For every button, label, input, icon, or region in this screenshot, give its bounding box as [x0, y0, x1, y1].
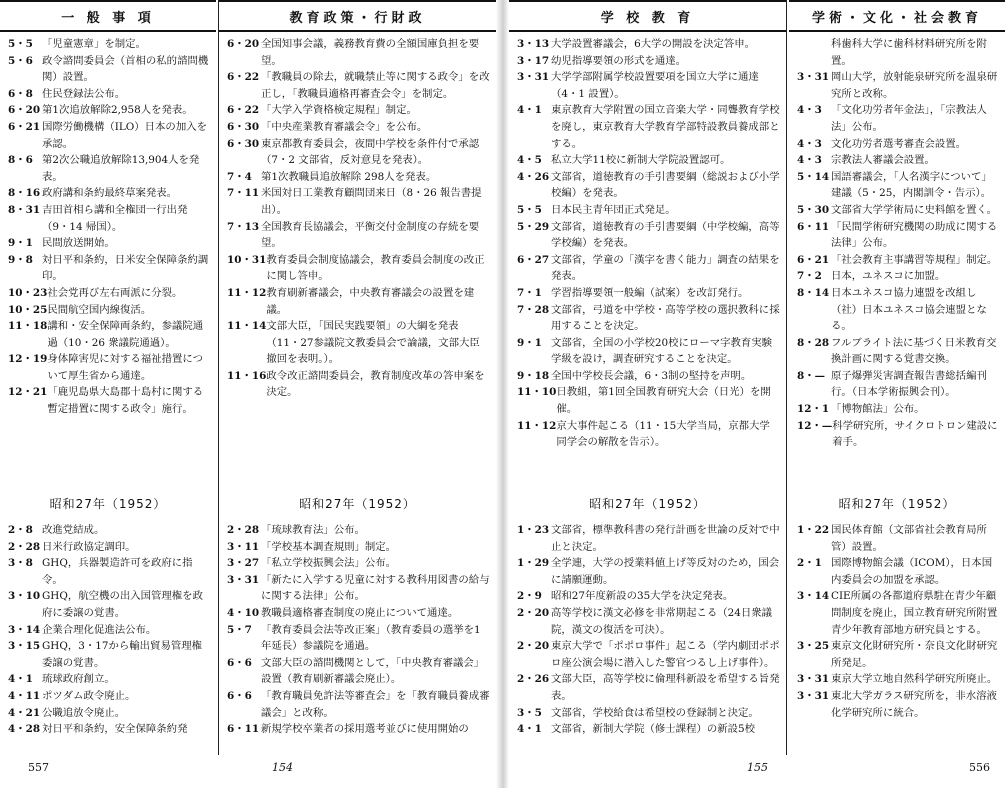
chronology-entry	[797, 36, 999, 69]
entry-text: 第1次追放解除2,958人を発表。	[42, 104, 193, 117]
chronology-entry	[517, 219, 780, 252]
chronology-entry	[797, 252, 999, 269]
entry-date: 7・28	[517, 303, 550, 316]
chronology-entry	[517, 102, 780, 152]
entry-date: 10・31	[227, 253, 267, 266]
chronology-entry	[797, 522, 999, 555]
entry-date: 7・13	[227, 220, 260, 233]
entry-date: 7・1	[517, 286, 542, 299]
entry-text: 文部大臣の諮問機関として，「中央教育審議会」設置（教育刷新審議会廃止）。	[261, 656, 485, 686]
entries-general-1951	[0, 32, 216, 418]
chronology-entry	[227, 688, 490, 721]
entry-text: 「博物館法」公布。	[831, 403, 925, 416]
chronology-entry	[8, 202, 210, 235]
chronology-entry	[8, 152, 210, 185]
entry-text: 政令改正諮問委員会，教育制度改革の答申案を決定。	[266, 369, 485, 399]
chronology-entry	[8, 588, 210, 621]
entry-date: 11・10	[517, 386, 557, 399]
entry-date: 3・25	[797, 640, 830, 653]
right-page	[509, 0, 1005, 788]
chronology-entry	[797, 368, 999, 401]
entry-date: 3・31	[797, 689, 830, 702]
chronology-entry	[8, 235, 210, 252]
chronology-entry	[517, 522, 780, 555]
book-gutter	[496, 0, 509, 788]
entry-text: 「児童憲章」を制定。	[42, 38, 146, 50]
page-number-inner-left: 154	[272, 761, 293, 774]
chronology-entry	[8, 351, 210, 384]
chronology-entry	[517, 605, 780, 638]
entry-date: 11・14	[227, 320, 267, 333]
entry-text: 「教育委員会法等改正案」（教育委員の選挙を1年延長）参議院を通過。	[261, 623, 481, 653]
column-culture	[789, 0, 1005, 755]
entry-text: 東京文化財研究所・奈良文化財研究所発足。	[831, 640, 998, 669]
chronology-entry	[517, 152, 780, 169]
year-label: 昭和27年（1952）	[838, 497, 956, 511]
entry-date: 9・1	[8, 237, 33, 250]
chronology-entry	[8, 86, 210, 103]
entry-date: 3・31	[797, 673, 830, 686]
page-number-inner-right: 155	[747, 761, 768, 774]
entry-date	[797, 36, 831, 69]
entry-text: 文部省大学学術局に史料館を置く。	[831, 203, 998, 216]
entry-text: 吉田首相ら講和全権団一行出発（9・14 帰国）。	[42, 203, 188, 233]
entry-date: 3・31	[517, 71, 550, 84]
entry-date: 3・31	[227, 573, 260, 586]
entry-text: 民間航空国内線復活。	[47, 303, 152, 316]
entry-date: 11・12	[517, 419, 557, 432]
entry-date: 11・12	[227, 286, 267, 299]
entry-text: 改進党結成。	[42, 524, 105, 536]
year-label: 昭和27年（1952）	[299, 497, 416, 511]
entry-text: 政府講和条約最終草案発表。	[42, 187, 178, 200]
entry-date: 5・5	[8, 38, 33, 50]
entry-text: 公職追放令廃止。	[42, 706, 126, 719]
entry-text: 東京大学で「ポポロ事件」起こる（学内劇団ポポロ座公演会場に潜入した警官つるし上げ事件）。	[551, 640, 780, 669]
entry-text: 岡山大学，放射能泉研究所を温泉研究所と改称。	[831, 71, 998, 100]
chronology-entry	[227, 522, 490, 539]
chronology-entry	[8, 705, 210, 722]
entry-date: 6・30	[227, 137, 260, 150]
entry-date: 8・28	[797, 336, 830, 349]
entry-text: 国際労働機構（ILO）日本の加入を承認。	[42, 120, 207, 150]
column-general	[0, 0, 216, 755]
entry-text: 東京大学立地自然科学研究所廃止。	[831, 673, 998, 686]
entry-text: 科学研究所，サイクロトロン建設に着手。	[832, 419, 998, 449]
left-page	[0, 0, 496, 788]
entry-date: 8・6	[8, 154, 33, 167]
entry-date: 4・1	[8, 673, 33, 686]
chronology-entry	[517, 588, 780, 605]
entry-text: 全国中学校長会議，6・3制の堅持を声明。	[551, 369, 752, 382]
chronology-entry	[8, 302, 210, 319]
entry-text: 全国教育長協議会，平衡交付金制度の存続を要望。	[261, 220, 480, 250]
entry-date: 5・14	[797, 170, 830, 183]
entry-date: 9・1	[517, 336, 542, 349]
chronology-entry	[8, 555, 210, 588]
entry-text: 日教組，第1回全国教育研究大会（日光）を開催。	[556, 386, 771, 416]
entry-text: 第1次教職員追放解除 298人を発表。	[261, 170, 437, 183]
entry-date: 12・21	[8, 386, 48, 399]
entry-text: 政令諮問委員会（首相の私的諮問機関）設置。	[42, 54, 209, 84]
column-header-school: 学 校 教 育	[509, 0, 786, 32]
chronology-entry	[797, 638, 999, 671]
entry-date: 1・22	[797, 524, 830, 536]
chronology-entry	[8, 318, 210, 351]
chronology-entry	[517, 335, 780, 368]
entry-date: 2・28	[8, 540, 41, 553]
chronology-entry	[517, 169, 780, 202]
entry-text: 社会党再び左右両派に分裂。	[47, 286, 183, 299]
entry-text: 「琉球教育法」公布。	[261, 524, 365, 536]
chronology-entry	[8, 53, 210, 86]
entry-text: 教育委員会制度協議会，教育委員会制度の改正に関し答申。	[266, 253, 485, 283]
entry-text: 日米行政協定調印。	[42, 540, 136, 553]
year-label: 昭和27年（1952）	[589, 497, 706, 511]
entry-text: 全学連，大学の授業料値上げ等反対のため，国会に請願運動。	[551, 557, 780, 586]
entry-text: 「中央産業教育審議会令」を公布。	[261, 120, 428, 133]
chronology-entry	[797, 588, 999, 638]
entry-date: 8・—	[797, 369, 826, 382]
chronology-entry	[797, 418, 999, 451]
chronology-entry	[8, 252, 210, 285]
chronology-entry	[227, 368, 490, 401]
entry-text: 「民間学術研究機関の助成に関する法律」公布。	[831, 220, 998, 250]
entry-text: 私立大学11校に新制大学院設置認可。	[551, 154, 731, 167]
entry-date: 4・3	[797, 104, 822, 117]
chronology-entry	[8, 688, 210, 705]
chronology-entry	[227, 555, 490, 572]
chronology-entry	[797, 268, 999, 285]
entry-text: GHQ，兵器製造許可を政府に指令。	[42, 557, 193, 586]
chronology-entry	[227, 721, 490, 738]
chronology-entry	[797, 335, 999, 368]
chronology-entry	[8, 671, 210, 688]
entry-text: 日本，ユネスコに加盟。	[831, 270, 946, 283]
chronology-entry	[517, 69, 780, 102]
page-number-outer-right: 556	[969, 761, 990, 774]
entry-text: CIE所属の各都道府県駐在青少年顧問制度を廃止，国立教育研究所附置青少年教育部地方研究員とする。	[831, 590, 998, 636]
entry-text: 対日平和条約，安全保障条約発	[42, 723, 188, 736]
entry-date: 3・13	[517, 38, 550, 50]
entry-date: 3・14	[8, 623, 41, 636]
chronology-entry	[797, 102, 999, 135]
entry-date: 5・6	[8, 54, 33, 67]
entry-text: 東北大学ガラス研究所を，非水溶液化学研究所に統合。	[831, 689, 997, 719]
entry-date: 5・7	[227, 623, 252, 636]
entry-text: 日本民主青年団正式発足。	[551, 203, 676, 216]
entry-date: 4・10	[227, 606, 260, 619]
entry-date: 6・20	[227, 38, 260, 50]
entry-date: 7・2	[797, 270, 822, 283]
entry-text: 「新たに入学する児童に対する教科用図書の給与に関する法律」公布。	[261, 573, 490, 603]
entry-text: 科歯科大学に歯科材料研究所を附置。	[831, 38, 987, 67]
column-header-general: 一 般 事 項	[0, 0, 216, 32]
entry-text: 「大学入学資格検定規程」制定。	[261, 104, 417, 117]
chronology-entry	[517, 721, 780, 738]
entry-date: 9・8	[8, 253, 33, 266]
chronology-entry	[797, 136, 999, 153]
entry-text: 京大事件起こる（11・15大学当局，京都大学同学会の解散を告示）。	[556, 419, 770, 449]
entry-text: フルブライト法に基づく日米教育交換計画に関する覚書交換。	[831, 336, 997, 366]
chronology-entry	[227, 185, 490, 218]
entry-text: 文部省，標準教科書の発行計画を世論の反対で中止と決定。	[551, 524, 780, 553]
entry-date: 1・29	[517, 557, 550, 570]
entry-date: 2・9	[517, 590, 542, 603]
entries-general-1952	[0, 518, 216, 738]
entry-date: 4・28	[8, 723, 41, 736]
entry-date: 3・17	[517, 54, 550, 67]
column-policy	[218, 0, 496, 755]
chronology-entry	[8, 522, 210, 539]
entry-date: 8・31	[8, 203, 41, 216]
chronology-entry	[8, 539, 210, 556]
chronology-entry	[8, 384, 210, 417]
entry-date: 6・20	[8, 104, 41, 117]
chronology-entry	[227, 169, 490, 186]
chronology-entry	[227, 539, 490, 556]
entry-text: 住民登録法公布。	[42, 87, 126, 100]
entry-date: 4・3	[797, 154, 822, 167]
entry-date: 9・18	[517, 369, 550, 382]
entry-text: 学習指導要領一般編（試案）を改訂発行。	[551, 286, 749, 299]
chronology-entry	[227, 136, 490, 169]
entry-date: 1・23	[517, 524, 550, 536]
entry-date: 4・5	[517, 154, 542, 167]
column-header-culture: 学術・文化・社会教育	[789, 0, 1005, 32]
column-header-policy: 教育政策・行財政	[219, 0, 496, 32]
entry-text: 琉球政府創立。	[42, 673, 115, 686]
entries-school-1952	[509, 518, 786, 738]
chronology-entry	[227, 285, 490, 318]
entry-date: 12・19	[8, 353, 48, 366]
chronology-entry	[517, 302, 780, 335]
entry-text: 昭和27年度新設の35大学を決定発表。	[551, 590, 734, 603]
chronology-entry	[227, 318, 490, 368]
chronology-entry	[8, 185, 210, 202]
entry-date: 6・6	[227, 656, 252, 669]
entry-date: 12・1	[797, 403, 830, 416]
entry-text: 文部省，学童の「漢字を書く能力」調査の結果を発表。	[551, 253, 780, 283]
entry-text: 文部省，新制大学院（修士課程）の新設5校	[551, 723, 756, 736]
chronology-entry	[517, 202, 780, 219]
entry-text: 「文化功労者年金法」，「宗教法人法」公布。	[831, 104, 987, 133]
chronology-entry	[797, 285, 999, 335]
chronology-entry	[797, 688, 999, 721]
entry-date: 8・14	[797, 286, 830, 299]
entry-text: 対日平和条約，日米安全保障条約調印。	[42, 253, 209, 283]
entry-text: 教職員適格審査制度の廃止について通達。	[261, 606, 459, 619]
chronology-entry	[8, 622, 210, 639]
entry-text: GHQ，航空機の出入国管理権を政府に委譲の覚書。	[42, 590, 203, 619]
entry-date: 6・11	[227, 723, 260, 736]
chronology-entry	[517, 705, 780, 722]
entry-text: 文部省，弓道を中学校・高等学校の選択教科に採用することを決定。	[551, 303, 780, 333]
entries-policy-1951	[219, 32, 496, 401]
entry-text: 東京教育大学附置の国立音楽大学・同聾教育学校を廃し，東京教育大学教育学部特設教員養成部とする。	[551, 104, 780, 150]
entry-date: 8・16	[8, 187, 41, 200]
chronology-entry	[227, 36, 490, 69]
entry-date: 6・27	[517, 253, 550, 266]
chronology-entry	[8, 119, 210, 152]
entry-text: 「鹿児島県大島郡十島村に関する暫定措置に関する政令」施行。	[47, 386, 204, 416]
entry-date: 6・21	[797, 253, 830, 266]
entry-text: 大学設置審議会，6大学の開設を決定答申。	[551, 38, 756, 50]
entry-text: 国語審議会，「人名漢字について」建議（5・25，内閣訓令・告示）。	[831, 170, 992, 200]
chronology-entry	[797, 671, 999, 688]
entries-policy-1952	[219, 518, 496, 738]
entry-text: 東京都教育委員会，夜間中学校を条件付で承認（7・2 文部省，反対意見を発表）。	[261, 137, 480, 167]
chronology-entry	[797, 202, 999, 219]
entry-text: GHQ，3・17から輸出貿易管理権委譲の覚書。	[42, 640, 203, 669]
entry-text: 幼児指導要領の形式を通達。	[551, 54, 687, 67]
entries-school-1951	[509, 32, 786, 451]
entry-text: 「社会教育主事講習等規程」制定。	[831, 253, 998, 266]
entry-date: 4・11	[8, 689, 41, 702]
chronology-entry	[8, 638, 210, 671]
entry-date: 3・31	[797, 71, 830, 84]
entry-date: 6・6	[227, 689, 252, 702]
chronology-entry	[517, 671, 780, 704]
entry-date: 6・8	[8, 87, 33, 100]
chronology-entry	[517, 36, 780, 53]
chronology-entry	[227, 219, 490, 252]
entry-date: 2・1	[797, 557, 822, 570]
entry-text: 第2次公職追放解除13,904人を発表。	[42, 154, 200, 183]
chronology-entry	[8, 285, 210, 302]
entry-date: 12・—	[797, 419, 833, 432]
entry-text: 全国知事会議，義務教育費の全額国庫負担を要望。	[261, 38, 480, 67]
chronology-entry	[8, 102, 210, 119]
chronology-entry	[227, 605, 490, 622]
chronology-entry	[797, 219, 999, 252]
entry-text: 文部大臣，「国民実践要領」の大綱を発表（11・27参議院文教委員会で論議，文部大臣撤回を表明。）。	[266, 320, 480, 366]
entry-date: 3・14	[797, 590, 830, 603]
chronology-entry	[227, 655, 490, 688]
entry-date: 4・21	[8, 706, 41, 719]
year-label: 昭和27年（1952）	[49, 497, 167, 511]
entry-date: 10・25	[8, 303, 48, 316]
entry-text: 文部省，学校給食は希望校の登録制と決定。	[551, 706, 759, 719]
entry-date: 4・1	[517, 104, 542, 117]
chronology-entry	[8, 721, 210, 738]
entry-text: 文部大臣，高等学校に倫理科新設を希望する旨発表。	[551, 673, 780, 702]
entry-text: 新規学校卒業者の採用選考並びに使用開始の	[261, 723, 469, 736]
entry-text: 文部省，全国の小学校20校にローマ字教育実験学級を設け，調査研究することを決定。	[551, 336, 773, 366]
entry-date: 6・22	[227, 71, 260, 84]
entry-text: 教育刷新審議会，中央教育審議会の設置を建議。	[266, 286, 475, 316]
chronology-entry	[517, 555, 780, 588]
chronology-entry	[517, 285, 780, 302]
entry-text: 「教育職員免許法等審査会」を「教育職員養成審議会」と改称。	[261, 689, 490, 719]
entry-text: 「教職員の除去，就職禁止等に関する政令」を改正し，「教職員適格再審査会令」を制定。	[261, 71, 490, 100]
entry-date: 3・27	[227, 557, 260, 570]
chronology-entry	[227, 69, 490, 102]
entries-culture-1952	[789, 518, 1005, 721]
entry-text: 講和・安全保障両条約，参議院通過（10・26 衆議院通過）。	[47, 320, 204, 349]
entry-text: 大学学部附属学校設置要項を国立大学に通達（4・1 設置）。	[551, 71, 759, 100]
entry-text: 文化功労者選考審査会設置。	[831, 137, 967, 150]
entry-date: 2・26	[517, 673, 550, 686]
chronology-entry	[517, 384, 780, 417]
entry-date: 7・11	[227, 187, 260, 200]
entries-culture-1951	[789, 32, 1005, 451]
entry-text: 「学校基本調査規則」制定。	[261, 540, 397, 553]
entry-date: 3・11	[227, 540, 260, 553]
chronology-entry	[8, 36, 210, 53]
entry-date: 6・30	[227, 120, 260, 133]
entry-date: 3・8	[8, 557, 33, 570]
entry-date: 11・16	[227, 369, 267, 382]
chronology-entry	[797, 152, 999, 169]
entry-text: 原子爆弾災害調査報告書総括編刊行。（日本学術振興会刊）。	[831, 369, 987, 399]
chronology-entry	[227, 252, 490, 285]
entry-date: 10・23	[8, 286, 48, 299]
entry-date: 2・8	[8, 524, 33, 536]
entry-date: 4・3	[797, 137, 822, 150]
entry-date: 5・30	[797, 203, 830, 216]
chronology-entry	[227, 622, 490, 655]
chronology-entry	[227, 119, 490, 136]
entry-date: 3・5	[517, 706, 542, 719]
entry-date: 6・21	[8, 120, 41, 133]
chronology-entry	[797, 69, 999, 102]
chronology-entry	[517, 368, 780, 385]
entry-text: 日本ユネスコ協力連盟を改組し（社）日本ユネスコ協会連盟となる。	[831, 286, 987, 333]
entry-text: 民間放送開始。	[42, 237, 115, 250]
chronology-entry	[517, 418, 780, 451]
entry-text: ポツダム政令廃止。	[42, 689, 136, 702]
entry-date: 4・26	[517, 170, 550, 183]
entry-date: 5・5	[517, 203, 542, 216]
entry-text: 国民体育館（文部省社会教育局所管）設置。	[831, 524, 987, 553]
entry-date: 4・1	[517, 723, 542, 736]
column-school	[509, 0, 787, 755]
entry-text: 身体障害児に対する福祉措置について厚生省から通達。	[47, 353, 203, 382]
entry-text: 文部省，道徳教育の手引書要綱（中学校編，高等学校編）を発表。	[551, 220, 780, 250]
entry-date: 7・4	[227, 170, 252, 183]
entry-date: 3・10	[8, 590, 41, 603]
page-number-outer-left: 557	[28, 761, 49, 774]
entry-date: 11・18	[8, 320, 48, 333]
entry-date: 2・20	[517, 640, 550, 653]
entry-text: 国際博物館会議（ICOM），日本国内委員会の加盟を承認。	[831, 557, 993, 586]
entry-text: 文部省，道徳教育の手引書要綱（総説および小学校編）を発表。	[551, 170, 780, 200]
chronology-entry	[517, 53, 780, 70]
entry-date: 2・20	[517, 606, 550, 619]
entry-text: 高等学校に漢文必修を非常期起こる（24日衆議院，漢文の復活を可決）。	[551, 606, 773, 636]
chronology-entry	[797, 169, 999, 202]
entry-text: 「私立学校振興会法」公布。	[261, 557, 397, 570]
entry-text: 企業合理化促進法公布。	[42, 623, 157, 636]
chronology-entry	[227, 102, 490, 119]
entry-text: 米国対日工業教育顧問団来日（8・26 報告書提出）。	[261, 187, 482, 216]
chronology-entry	[517, 638, 780, 671]
entry-date: 5・29	[517, 220, 550, 233]
chronology-entry	[517, 252, 780, 285]
entry-date: 6・22	[227, 104, 260, 117]
entry-date: 6・11	[797, 220, 830, 233]
entry-date: 3・15	[8, 640, 41, 653]
entry-date: 2・28	[227, 524, 260, 536]
chronology-entry	[797, 555, 999, 588]
chronology-entry	[797, 401, 999, 418]
chronology-entry	[227, 572, 490, 605]
entry-text: 宗教法人審議会設置。	[831, 154, 935, 167]
